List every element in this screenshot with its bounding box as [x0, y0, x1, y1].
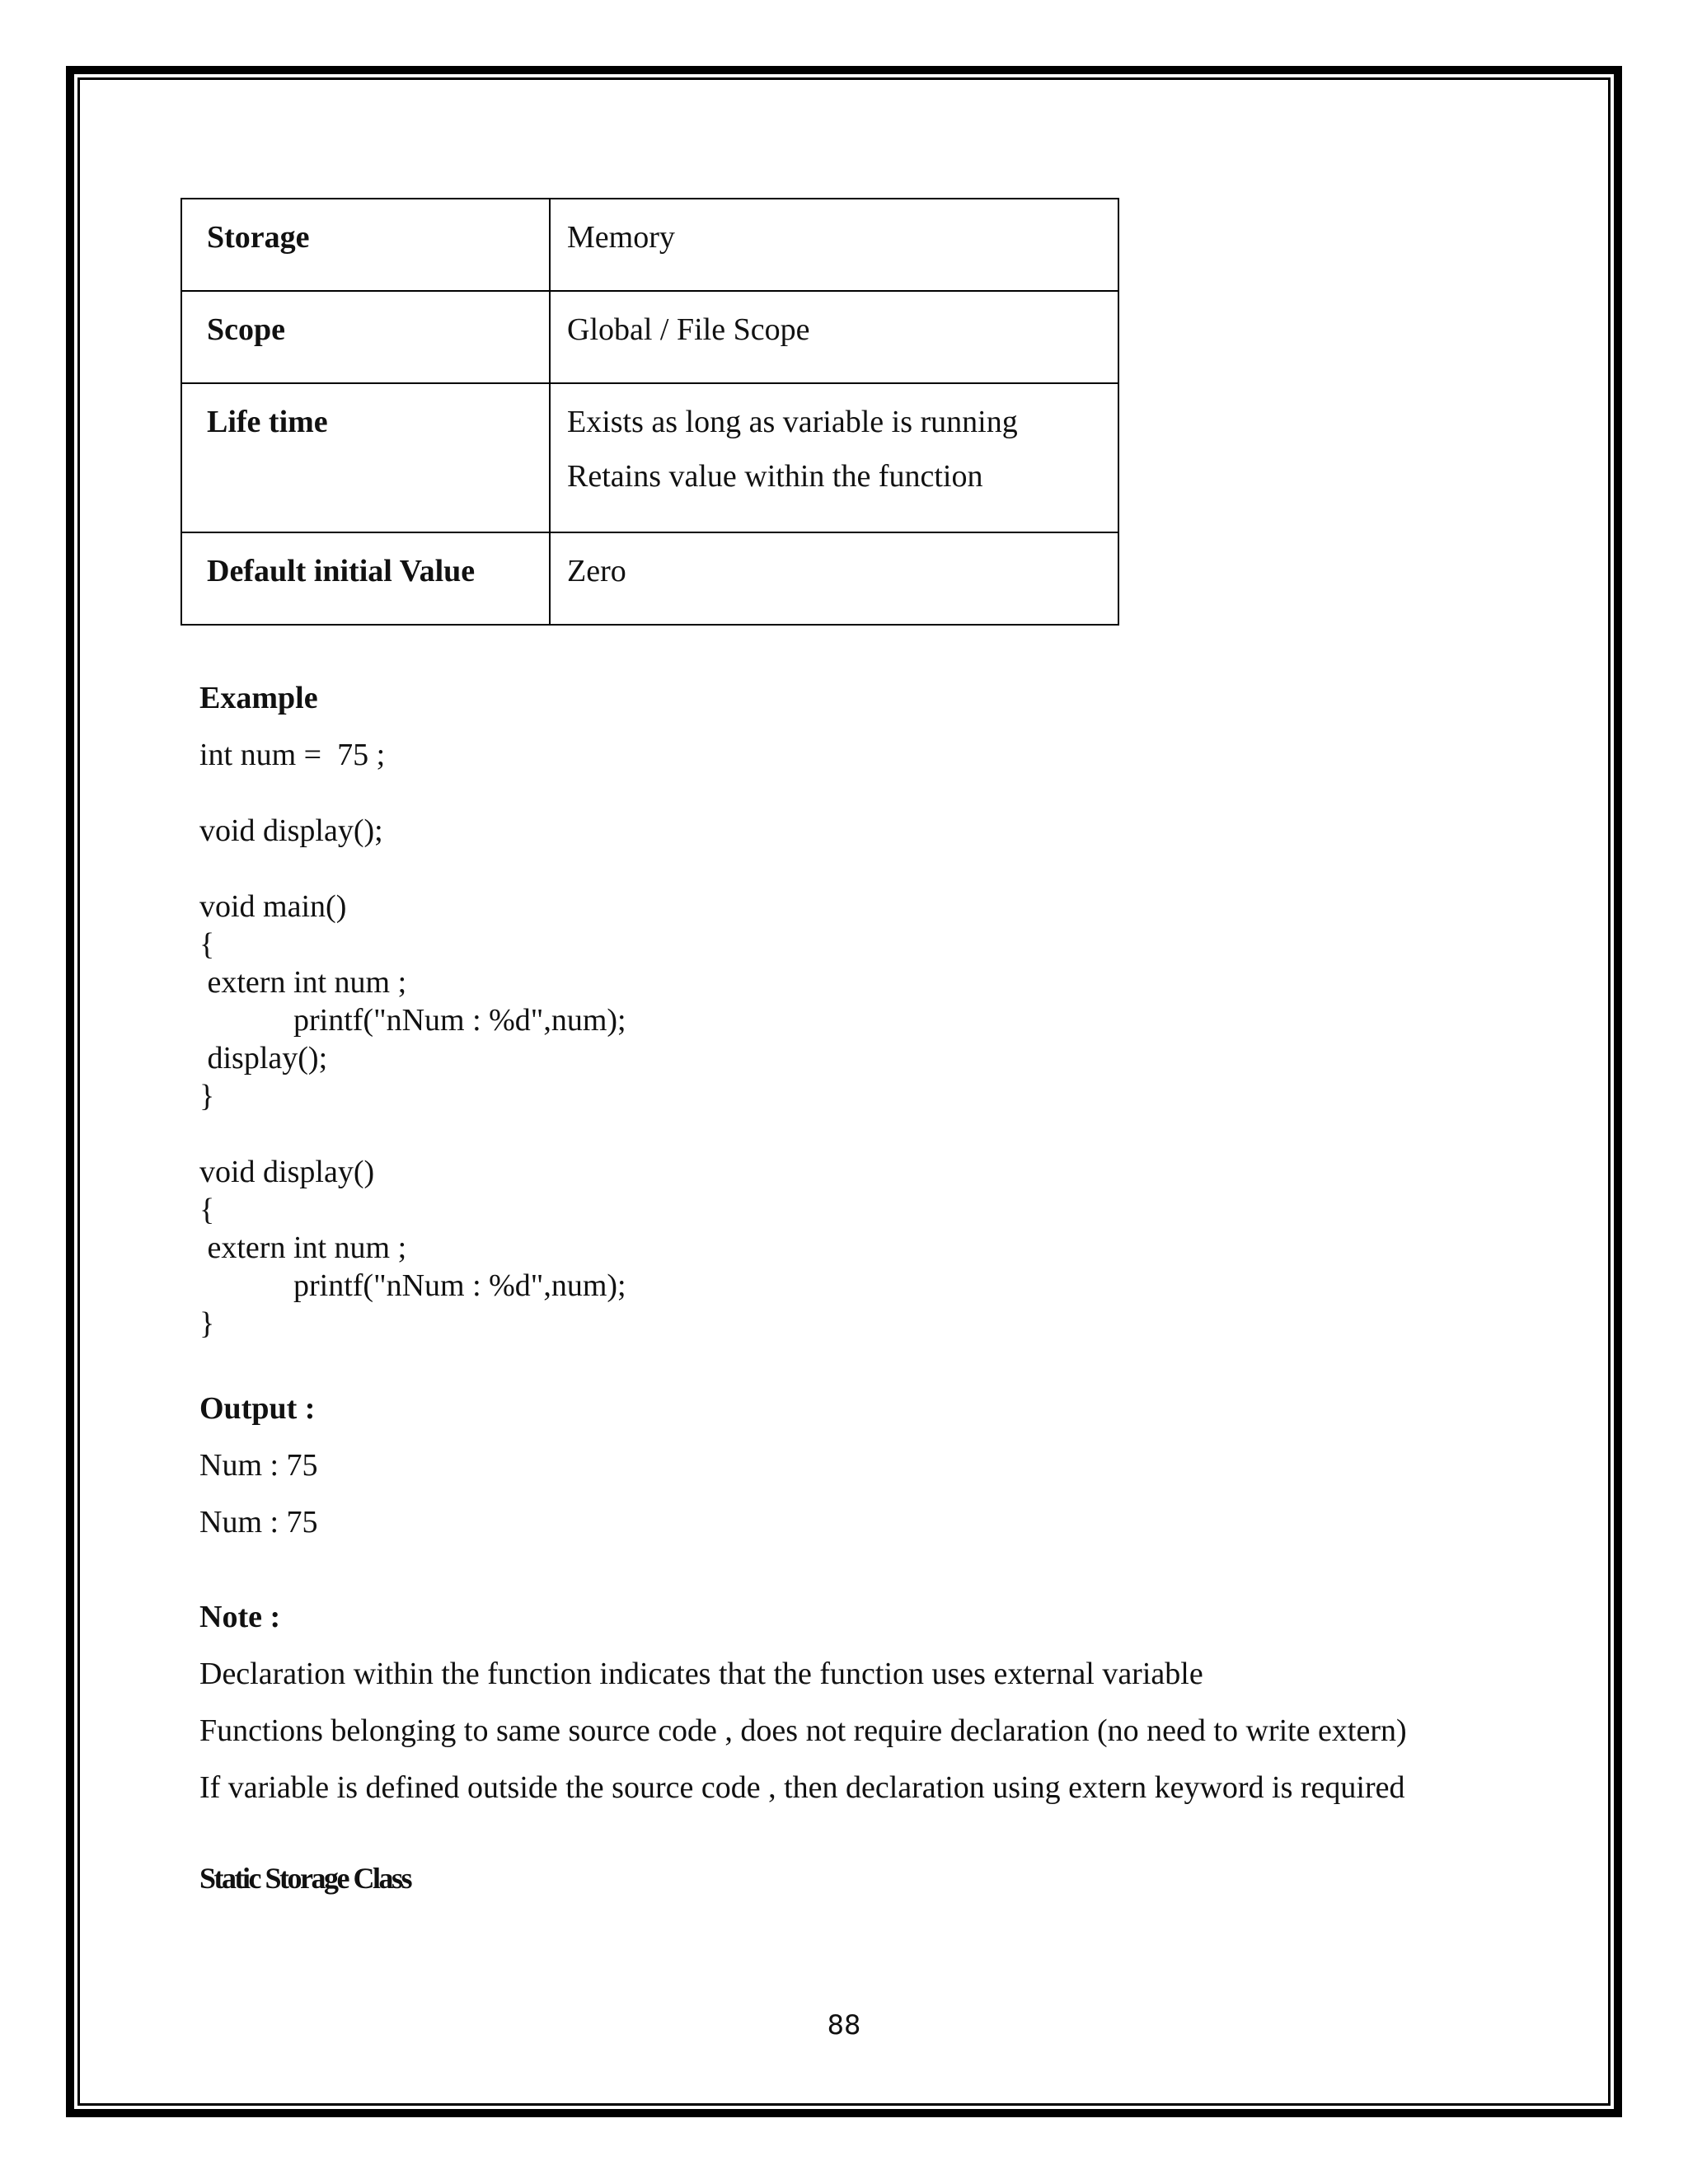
note-line: Functions belonging to same source code , does not require declaration (no need to write extern): [199, 1713, 1407, 1748]
table-row: [181, 383, 1118, 532]
table-key-cell: Scope: [181, 291, 550, 383]
code-line: int num = 75 ;: [199, 738, 386, 772]
code-block-main: void main() { extern int num ; printf("nNum : %d",num); display(); }: [199, 889, 626, 1113]
page-number: 88: [827, 2009, 861, 2041]
table-value-cell: [550, 383, 1118, 532]
note-line: If variable is defined outside the source code , then declaration using extern keyword is required: [199, 1770, 1405, 1805]
output-line: Num : 75: [199, 1448, 318, 1483]
example-heading: Example: [199, 681, 318, 715]
section-title: Static Storage Class: [199, 1862, 410, 1895]
code-block-display: void display() { extern int num ; printf("nNum : %d",num); }: [199, 1155, 626, 1341]
table-value-cell: Memory: [550, 199, 1118, 291]
code-line: void display();: [199, 813, 383, 848]
table-row: [181, 291, 1118, 383]
table-row: [181, 199, 1118, 291]
table-value-line: Retains value within the function: [567, 459, 983, 494]
output-line: Num : 75: [199, 1505, 318, 1540]
page-content: [199, 679, 1559, 1897]
table-key-cell: Life time: [181, 383, 550, 532]
table-row: [181, 532, 1118, 625]
output-heading: Output :: [199, 1391, 316, 1426]
storage-class-table: [181, 198, 1119, 626]
note-heading: Note :: [199, 1600, 281, 1634]
table-key-cell: Default initial Value: [181, 532, 550, 625]
note-line: Declaration within the function indicates that the function uses external variable: [199, 1657, 1203, 1691]
table-value-cell: Global / File Scope: [550, 291, 1118, 383]
table-key-cell: Storage: [181, 199, 550, 291]
table-value-line: Exists as long as variable is running: [567, 405, 1018, 439]
table-value-cell: Zero: [550, 532, 1118, 625]
